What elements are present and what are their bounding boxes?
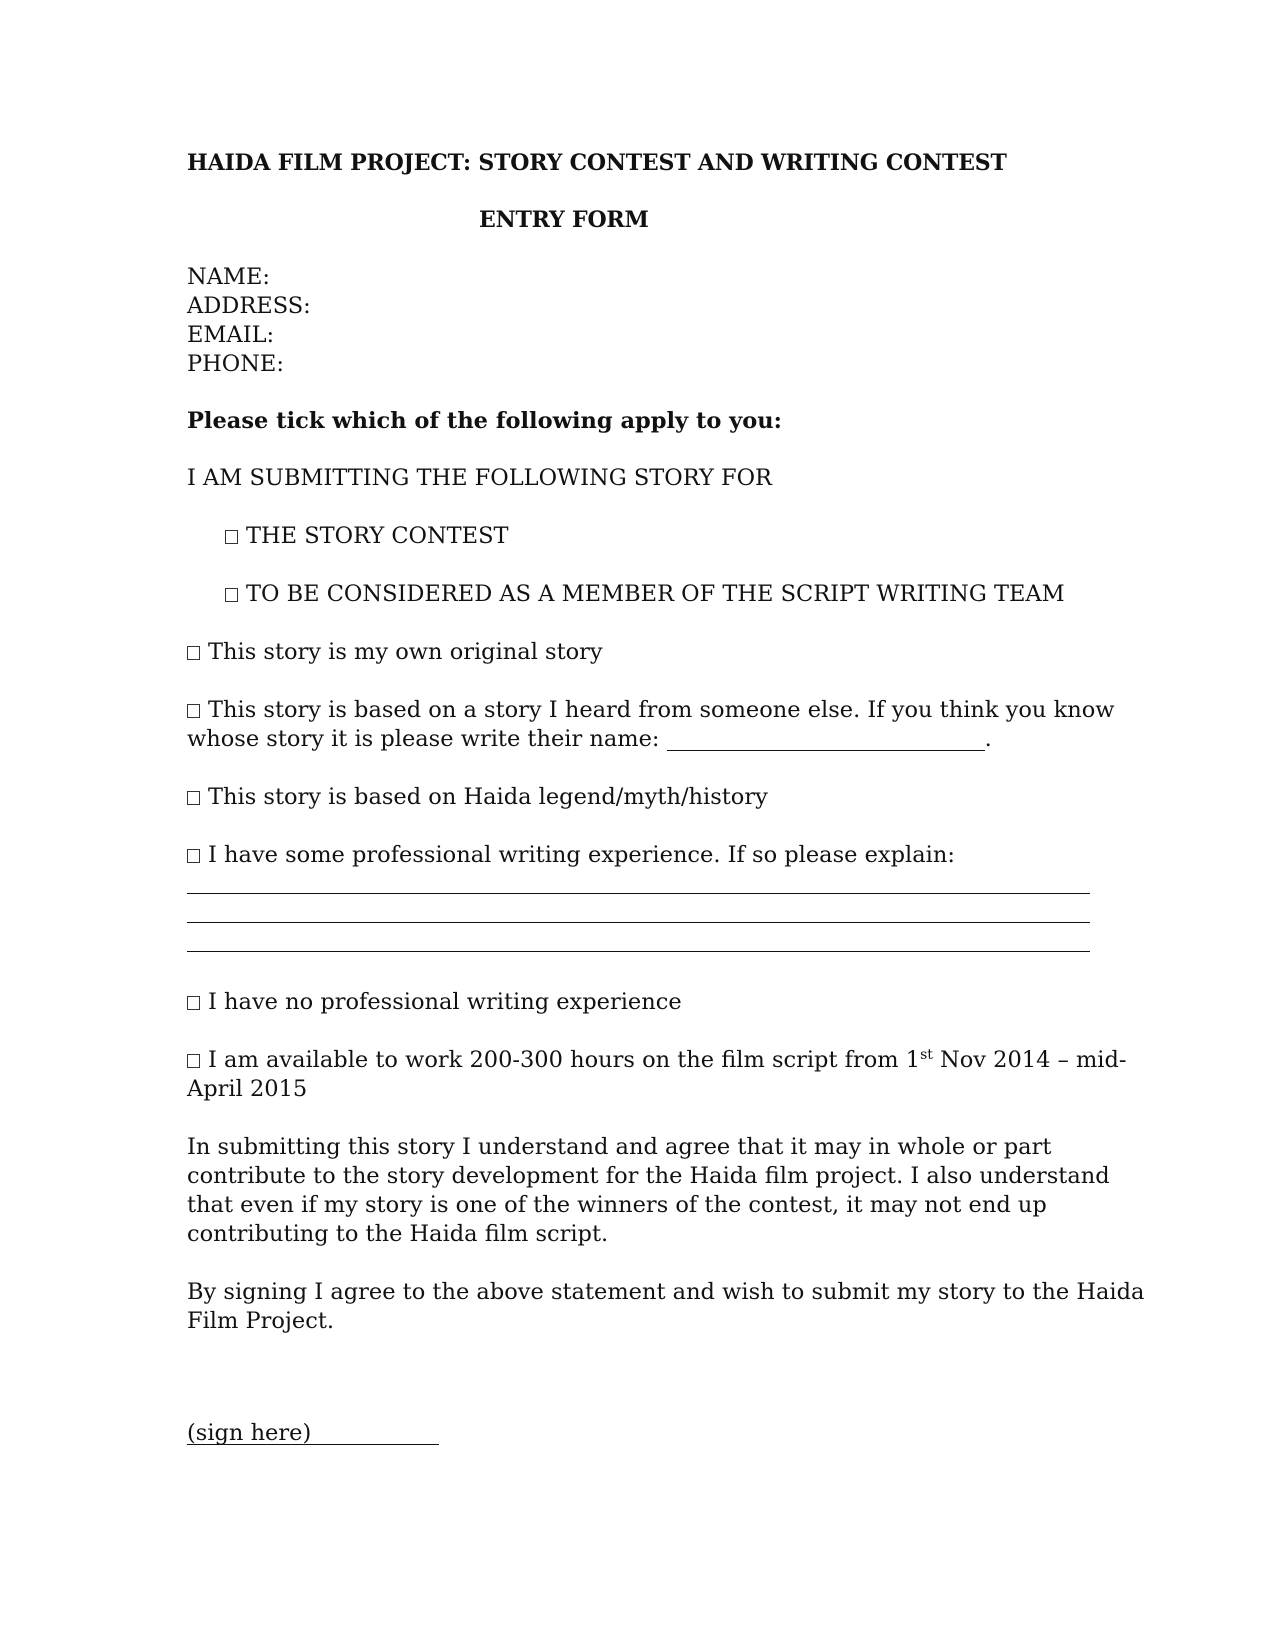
legend-checkbox[interactable] xyxy=(187,791,200,805)
heard-story-period: . xyxy=(984,726,992,752)
submitting-heading: I AM SUBMITTING THE FOLLOWING STORY FOR xyxy=(187,465,772,491)
no-experience-option[interactable] xyxy=(187,988,682,1017)
availability-label-part2: Nov 2014 – mid- xyxy=(932,1047,1127,1073)
story-owner-name-field[interactable] xyxy=(667,728,985,751)
heard-story-line2 xyxy=(187,725,992,754)
story-contest-checkbox[interactable] xyxy=(225,530,238,544)
experience-label: I have some professional writing experience. If so please explain: xyxy=(208,842,955,868)
availability-label-part1: I am available to work 200-300 hours on the film script from 1 xyxy=(208,1047,921,1073)
experience-line-3[interactable] xyxy=(187,951,1090,952)
story-contest-label: THE STORY CONTEST xyxy=(246,523,509,549)
original-story-label: This story is my own original story xyxy=(208,639,603,665)
no-experience-checkbox[interactable] xyxy=(187,996,200,1010)
heard-story-option[interactable] xyxy=(187,696,1115,725)
script-team-option[interactable] xyxy=(225,580,1065,609)
experience-option[interactable] xyxy=(187,841,955,870)
agreement-line-4: contributing to the Haida film script. xyxy=(187,1221,609,1247)
signing-line-2: Film Project. xyxy=(187,1308,335,1334)
heard-story-label: This story is based on a story I heard from someone else. If you think you know xyxy=(208,697,1115,723)
form-subtitle: ENTRY FORM xyxy=(479,207,649,233)
legend-option[interactable] xyxy=(187,783,768,812)
availability-superscript: st xyxy=(920,1047,933,1063)
agreement-line-3: that even if my story is one of the winners of the contest, it may not end up xyxy=(187,1192,1047,1218)
story-contest-option[interactable] xyxy=(225,522,509,551)
experience-checkbox[interactable] xyxy=(187,849,200,863)
heard-story-checkbox[interactable] xyxy=(187,704,200,718)
availability-option[interactable] xyxy=(187,1046,1127,1075)
availability-checkbox[interactable] xyxy=(187,1054,200,1068)
form-title: HAIDA FILM PROJECT: STORY CONTEST AND WRITING CONTEST xyxy=(187,150,1007,176)
original-story-option[interactable] xyxy=(187,638,603,667)
address-field-label: ADDRESS: xyxy=(187,293,311,319)
experience-line-2[interactable] xyxy=(187,922,1090,923)
phone-field-label: PHONE: xyxy=(187,351,284,377)
agreement-line-1: In submitting this story I understand and agree that it may in whole or part xyxy=(187,1134,1052,1160)
sign-here-label: (sign here) xyxy=(187,1420,312,1446)
name-field-label: NAME: xyxy=(187,264,270,290)
legend-label: This story is based on Haida legend/myth/history xyxy=(208,784,768,810)
heard-story-name-prompt: whose story it is please write their name: xyxy=(187,726,667,752)
experience-line-1[interactable] xyxy=(187,893,1090,894)
original-story-checkbox[interactable] xyxy=(187,646,200,660)
email-field-label: EMAIL: xyxy=(187,322,275,348)
signing-line-1: By signing I agree to the above statement and wish to submit my story to the Haida xyxy=(187,1279,1145,1305)
no-experience-label: I have no professional writing experience xyxy=(208,989,682,1015)
agreement-line-2: contribute to the story development for the Haida film project. I also understand xyxy=(187,1163,1110,1189)
availability-line2: April 2015 xyxy=(187,1076,308,1102)
tick-instruction: Please tick which of the following apply to you: xyxy=(187,408,782,434)
script-team-label: TO BE CONSIDERED AS A MEMBER OF THE SCRIPT WRITING TEAM xyxy=(246,581,1065,607)
script-team-checkbox[interactable] xyxy=(225,588,238,602)
